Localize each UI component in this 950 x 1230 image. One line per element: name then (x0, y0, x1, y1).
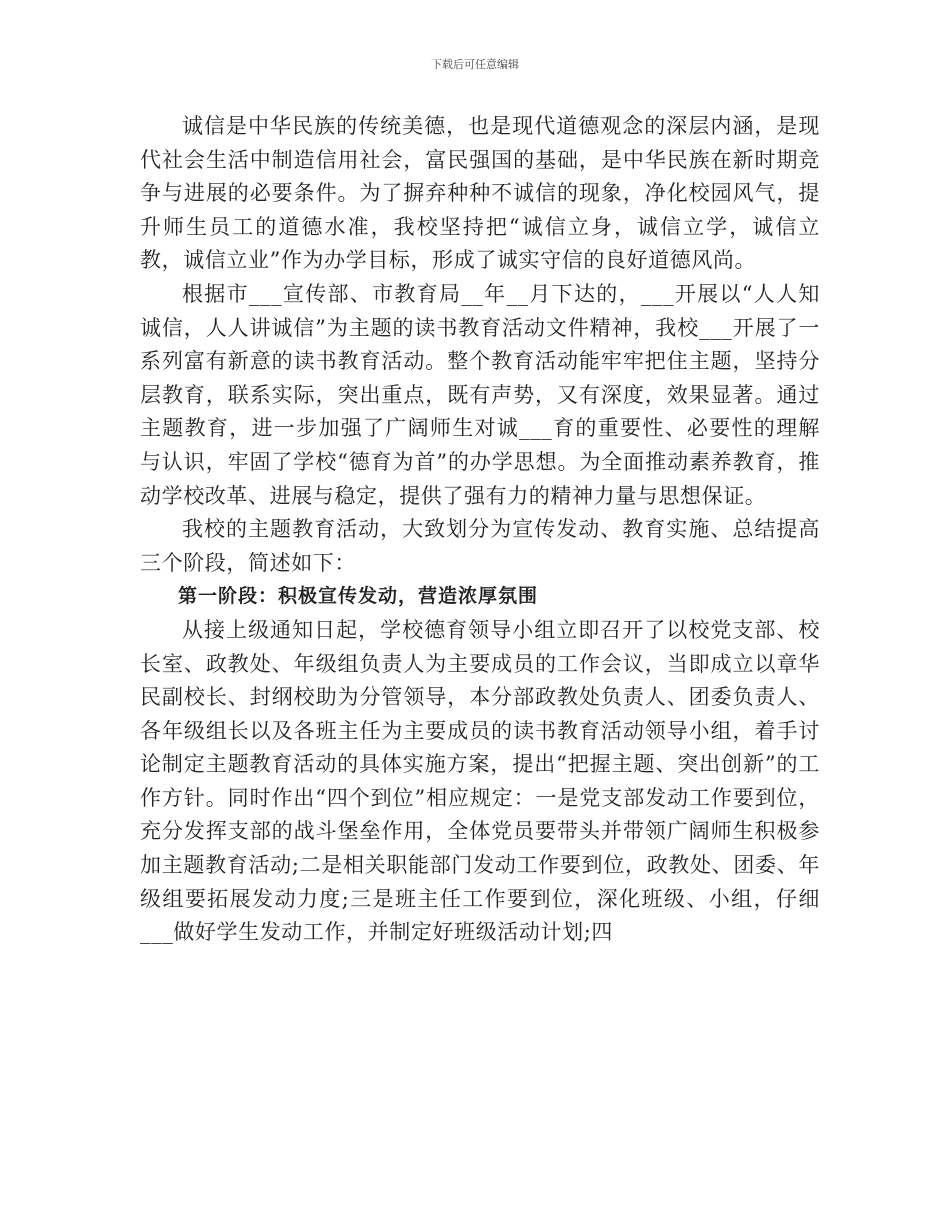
page-header: 下载后可任意编辑 (431, 58, 519, 71)
document-body (140, 110, 820, 950)
paragraph-background: 根据市___宣传部、市教育局__年__月下达的，___开展以“人人知诚信，人人讲诚信”为主题的读书教育活动文件精神，我校___开展了一系列富有新意的读书教育活动。整个教育活动能牢牢把住主题，坚持分层教育，联系实际，突出重点，既有声势，又有深度，效果显著。通过主题教育，进一步加强了广阔师生对诚___育的重要性、必要性的理解与认识，牢固了学校“德育为首”的办学思想。为全面推动素养教育，推动学校改革、进展与稳定，提供了强有力的精神力量与思想保证。 (140, 281, 820, 508)
paragraph-intro: 诚信是中华民族的传统美德，也是现代道德观念的深层内涵，是现代社会生活中制造信用社会，富民强国的基础，是中华民族在新时期竞争与进展的必要条件。为了摒弃种种不诚信的现象，净化校园风气，提升师生员工的道德水准，我校坚持把“诚信立身，诚信立学，诚信立教，诚信立业”作为办学目标，形成了诚实守信的良好道德风尚。 (140, 114, 820, 273)
paragraph-stages: 我校的主题教育活动，大致划分为宣传发动、教育实施、总结提高三个阶段，简述如下： (140, 517, 820, 575)
paragraph-stage-one: 从接上级通知日起，学校德育领导小组立即召开了以校党支部、校长室、政教处、年级组负责人为主要成员的工作会议，当即成立以章华民副校长、封纲校助为分管领导，本分部政教处负责人、团委负责人、各年级组长以及各班主任为主要成员的读书教育活动领导小组，着手讨论制定主题教育活动的具体实施方案，提出“把握主题、突出创新”的工作方针。同时作出“四个到位”相应规定：一是党支部发动工作要到位，充分发挥支部的战斗堡垒作用，全体党员要带头并带领广阔师生积极参加主题教育活动;二是相关职能部门发动工作要到位，政教处、团委、年级组要拓展发动力度;三是班主任工作要到位，深化班级、小组，仔细___做好学生发动工作，并制定好班级活动计划;四 (140, 617, 820, 945)
section-heading-stage-one: 第一阶段：积极宣传发动，营造浓厚氛围 (178, 585, 539, 608)
